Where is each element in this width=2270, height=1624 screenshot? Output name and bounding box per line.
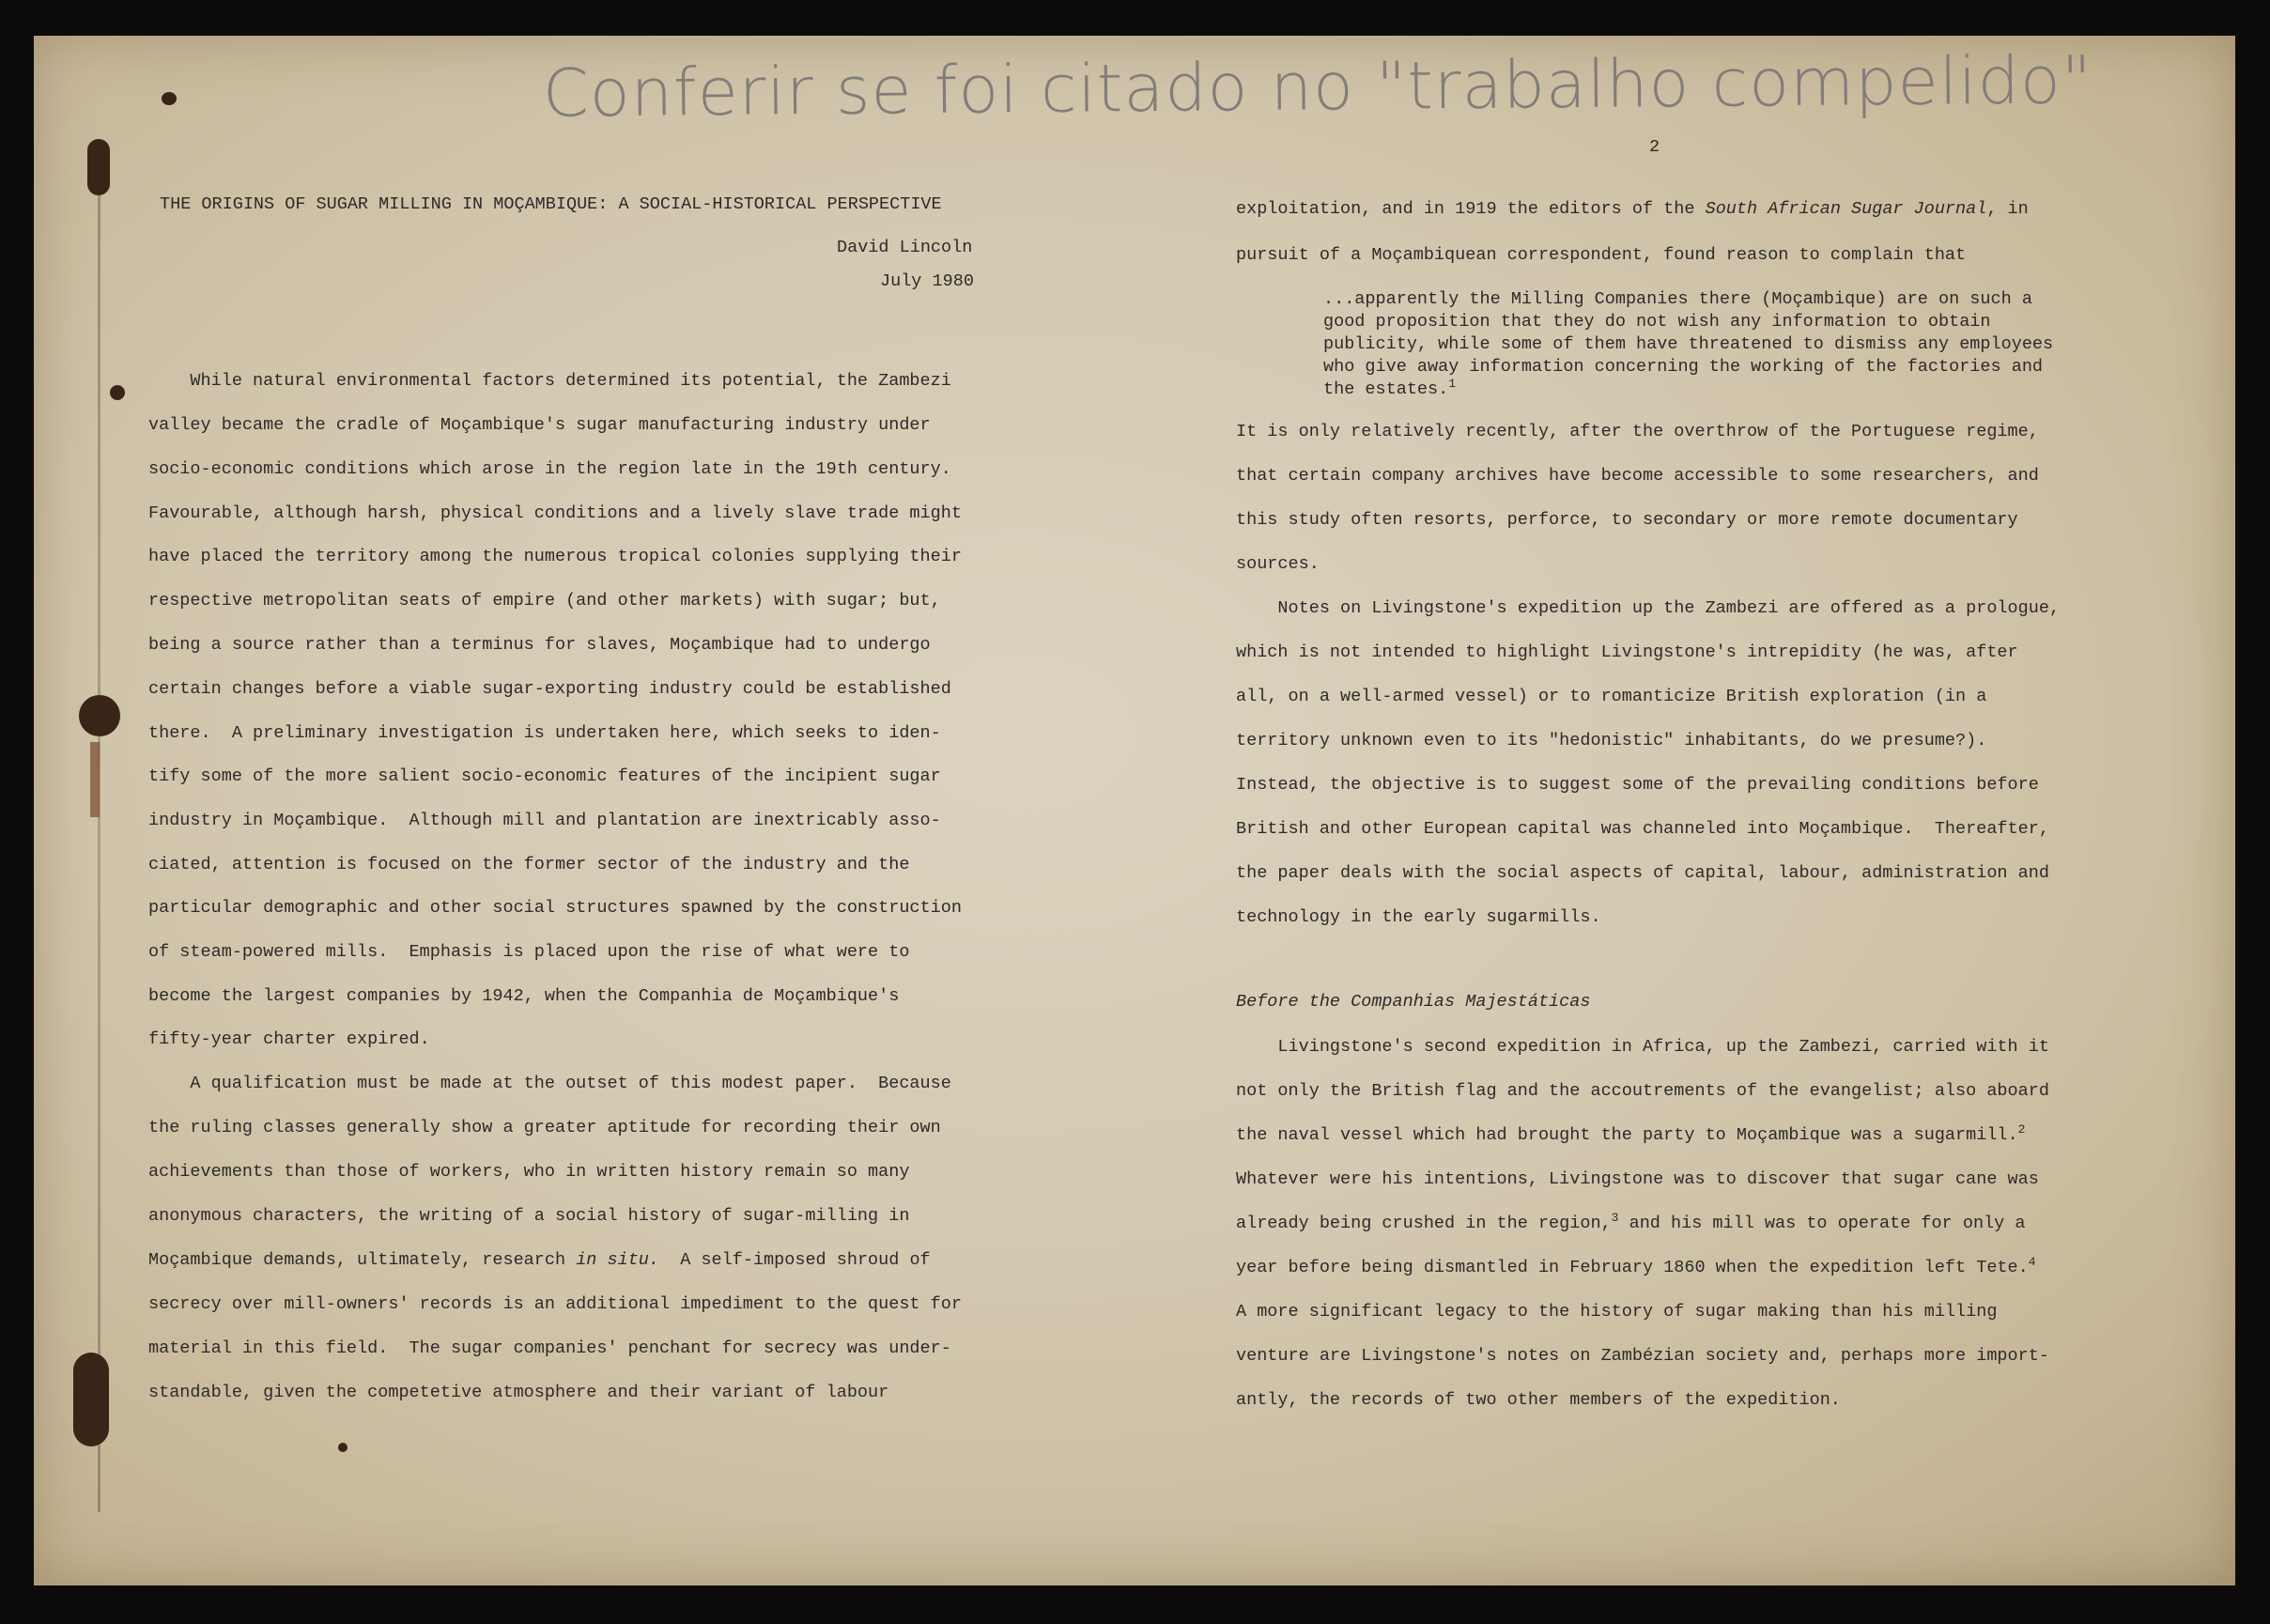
italic-term: in situ.	[576, 1250, 660, 1270]
body-line: have placed the territory among the numerous tropical colonies supplying their	[148, 547, 962, 566]
body-line: socio-economic conditions which arose in the region late in the 19th century.	[148, 459, 951, 479]
ink-dot	[162, 92, 177, 105]
body-line: that certain company archives have become accessible to some researchers, and	[1236, 466, 2039, 486]
body-line: British and other European capital was channeled into Moçambique. Thereafter,	[1236, 819, 2049, 839]
body-line: Livingstone's second expedition in Africa, up the Zambezi, carried with it	[1236, 1037, 2049, 1057]
body-line: of steam-powered mills. Emphasis is placed upon the rise of what were to	[148, 942, 910, 962]
body-line: Instead, the objective is to suggest some of the prevailing conditions before	[1236, 775, 2039, 795]
body-line-text: exploitation, and in 1919 the editors of the	[1236, 199, 1706, 219]
body-line	[148, 1252, 931, 1270]
document-date: July 1980	[880, 271, 974, 291]
body-line: It is only relatively recently, after the overthrow of the Portuguese regime,	[1236, 422, 2039, 441]
body-line: become the largest companies by 1942, when the Companhia de Moçambique's	[148, 986, 900, 1006]
body-line: Favourable, although harsh, physical conditions and a lively slave trade might	[148, 503, 962, 523]
body-line: which is not intended to highlight Livingstone's intrepidity (he was, after	[1236, 642, 2018, 662]
body-line	[1236, 1121, 2026, 1145]
body-line: the paper deals with the social aspects of capital, labour, administration and	[1236, 863, 2049, 883]
punch-hole-middle	[79, 695, 120, 736]
body-line	[1236, 201, 2029, 219]
quote-line	[1323, 376, 1457, 399]
body-line: not only the British flag and the accoutrements of the evangelist; also aboard	[1236, 1081, 2049, 1101]
body-line-text: and his mill was to operate for only a	[1618, 1214, 2026, 1233]
body-line: pursuit of a Moçambiquean correspondent, found reason to complain that	[1236, 245, 1967, 265]
quote-line: publicity, while some of them have threatened to dismiss any employees	[1323, 334, 2054, 354]
handwritten-annotation: Conferir se foi citado no "trabalho compelido"	[542, 41, 2093, 132]
quote-line: who give away information concerning the working of the factories and	[1323, 357, 2044, 377]
body-line: secrecy over mill-owners' records is an additional impediment to the quest for	[148, 1294, 962, 1314]
body-line: venture are Livingstone's notes on Zambézian society and, perhaps more import-	[1236, 1346, 2049, 1366]
body-line: Notes on Livingstone's expedition up the Zambezi are offered as a prologue,	[1236, 598, 2061, 618]
body-line: Whatever were his intentions, Livingstone was to discover that sugar cane was	[1236, 1169, 2039, 1189]
binding-margin-line	[98, 150, 100, 1512]
footnote-marker: 1	[1448, 376, 1457, 391]
body-line: being a source rather than a terminus for slaves, Moçambique had to undergo	[148, 635, 931, 655]
document-title: THE ORIGINS OF SUGAR MILLING IN MOÇAMBIQUE: A SOCIAL-HISTORICAL PERSPECTIVE	[160, 194, 942, 214]
body-line: material in this field. The sugar companies' penchant for secrecy was under-	[148, 1338, 951, 1358]
body-line: territory unknown even to its "hedonistic" inhabitants, do we presume?).	[1236, 731, 1987, 750]
body-line: certain changes before a viable sugar-exporting industry could be established	[148, 679, 951, 699]
body-line: there. A preliminary investigation is undertaken here, which seeks to iden-	[148, 723, 941, 743]
body-line: technology in the early sugarmills.	[1236, 907, 1601, 927]
body-line: respective metropolitan seats of empire (and other markets) with sugar; but,	[148, 591, 941, 611]
ink-dot	[338, 1443, 347, 1452]
body-line: fifty-year charter expired.	[148, 1029, 430, 1049]
body-line: achievements than those of workers, who in written history remain so many	[148, 1162, 910, 1182]
body-line-text: year before being dismantled in February 1860 when the expedition left Tete.	[1236, 1258, 2029, 1277]
body-line: the ruling classes generally show a greater aptitude for recording their own	[148, 1118, 941, 1137]
quote-line: ...apparently the Milling Companies there (Moçambique) are on such a	[1323, 289, 2032, 309]
body-line: While natural environmental factors determined its potential, the Zambezi	[148, 371, 951, 391]
punch-hole-top	[87, 139, 110, 195]
body-line: sources.	[1236, 554, 1320, 574]
quote-text: the estates.	[1323, 379, 1449, 399]
body-line	[1236, 1254, 2036, 1277]
body-line	[1236, 1210, 2026, 1233]
body-line: A qualification must be made at the outset of this modest paper. Because	[148, 1074, 951, 1093]
body-line: particular demographic and other social structures spawned by the construction	[148, 898, 962, 918]
body-line-text: , in	[1986, 199, 2029, 219]
body-line: ciated, attention is focused on the former sector of the industry and the	[148, 855, 910, 874]
body-line-text: A self-imposed shroud of	[659, 1250, 931, 1270]
body-line-text: the naval vessel which had brought the party to Moçambique was a sugarmill.	[1236, 1125, 2018, 1145]
author-name: David Lincoln	[837, 238, 973, 257]
body-line: anonymous characters, the writing of a social history of sugar-milling in	[148, 1206, 910, 1226]
body-line: this study often resorts, perforce, to secondary or more remote documentary	[1236, 510, 2018, 530]
body-line: antly, the records of two other members of the expedition.	[1236, 1390, 1841, 1410]
ink-dot	[110, 385, 125, 400]
body-line: all, on a well-armed vessel) or to romanticize British exploration (in a	[1236, 687, 1987, 706]
footnote-marker: 4	[2028, 1254, 2036, 1269]
punch-hole-bottom	[73, 1353, 109, 1446]
rust-stain	[90, 742, 100, 817]
body-line-text: already being crushed in the region,	[1236, 1214, 1612, 1233]
body-line-text: Moçambique demands, ultimately, research	[148, 1250, 577, 1270]
body-line: industry in Moçambique. Although mill and plantation are inextricably asso-	[148, 811, 941, 830]
quote-line: good proposition that they do not wish any information to obtain	[1323, 312, 1991, 332]
section-heading: Before the Companhias Majestáticas	[1236, 992, 1591, 1012]
body-line: A more significant legacy to the history of sugar making than his milling	[1236, 1302, 1998, 1322]
footnote-marker: 3	[1611, 1210, 1619, 1225]
footnote-marker: 2	[2017, 1121, 2026, 1137]
journal-title: South African Sugar Journal	[1705, 199, 1987, 219]
page-number: 2	[1649, 137, 1660, 157]
body-line: standable, given the competetive atmosphere and their variant of labour	[148, 1383, 889, 1402]
body-line: tify some of the more salient socio-economic features of the incipient sugar	[148, 766, 941, 786]
body-line: valley became the cradle of Moçambique's sugar manufacturing industry under	[148, 415, 931, 435]
